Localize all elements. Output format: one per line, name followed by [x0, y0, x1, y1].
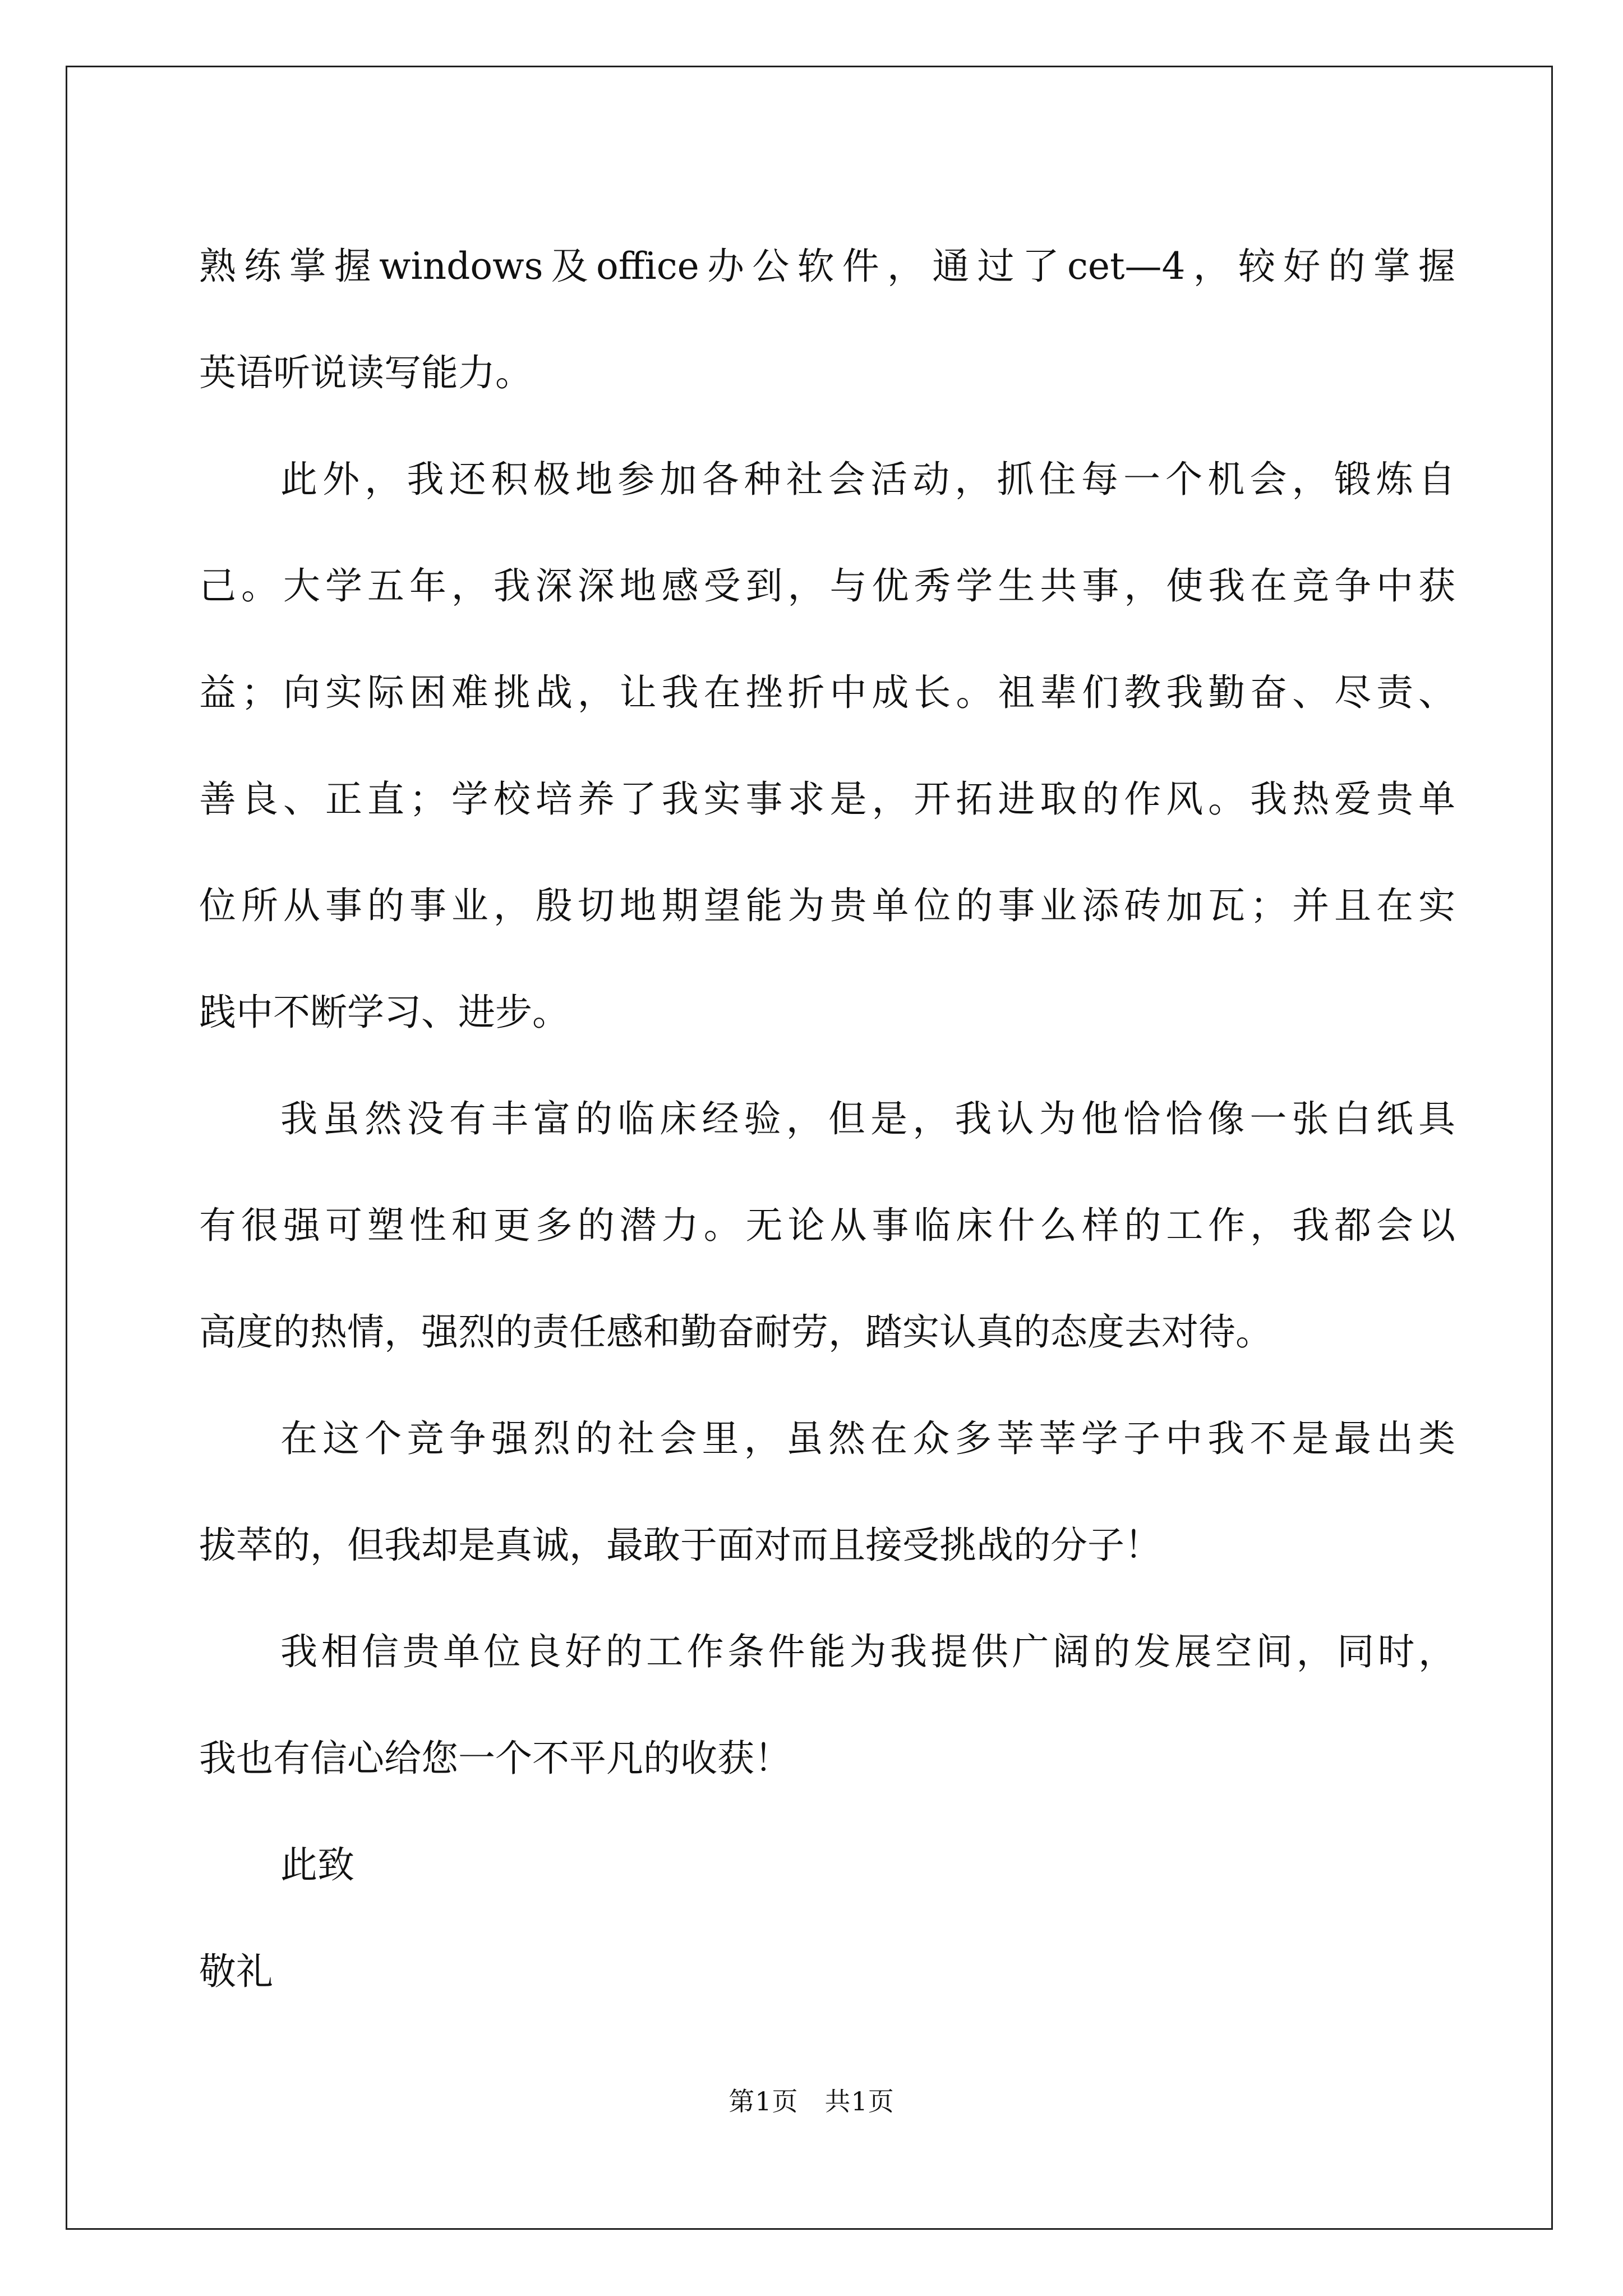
closing-salutation: 此致 [280, 1843, 354, 1887]
paragraph-line: 我相信贵单位良好的工作条件能为我提供广阔的发展空间，同时， [280, 1630, 1455, 1673]
paragraph-line: 在这个竞争强烈的社会里，虽然在众多莘莘学子中我不是最出类 [280, 1417, 1455, 1460]
paragraph-line: 己。大学五年，我深深地感受到，与优秀学生共事，使我在竞争中获 [199, 564, 1455, 608]
paragraph-line: 熟练掌握windows及office办公软件，通过了cet—4，较好的掌握 [199, 245, 1455, 288]
letter-body [199, 213, 1455, 2025]
paragraph-line: 此外，我还积极地参加各种社会活动，抓住每一个机会，锻炼自 [280, 458, 1455, 501]
paragraph-line: 践中不断学习、进步。 [199, 991, 569, 1034]
paragraph-line: 高度的热情，强烈的责任感和勤奋耐劳，踏实认真的态度去对待。 [199, 1310, 1272, 1354]
paragraph-line: 我虽然没有丰富的临床经验，但是，我认为他恰恰像一张白纸具 [280, 1097, 1455, 1140]
paragraph-line: 益；向实际困难挑战，让我在挫折中成长。祖辈们教我勤奋、尽责、 [199, 671, 1455, 714]
paragraph-line: 善良、正直；学校培养了我实事求是，开拓进取的作风。我热爱贵单 [199, 777, 1455, 821]
paragraph-line: 我也有信心给您一个不平凡的收获！ [199, 1737, 791, 1780]
page-number-footer: 第1页 共1页 [728, 2086, 895, 2116]
closing-regards: 敬礼 [199, 1950, 273, 1993]
paragraph-line: 拔萃的，但我却是真诚，最敢于面对而且接受挑战的分子！ [199, 1524, 1161, 1567]
paragraph-line: 有很强可塑性和更多的潜力。无论从事临床什么样的工作，我都会以 [199, 1204, 1455, 1247]
paragraph-line: 英语听说读写能力。 [199, 351, 532, 394]
paragraph-line: 位所从事的事业，殷切地期望能为贵单位的事业添砖加瓦；并且在实 [199, 884, 1455, 927]
